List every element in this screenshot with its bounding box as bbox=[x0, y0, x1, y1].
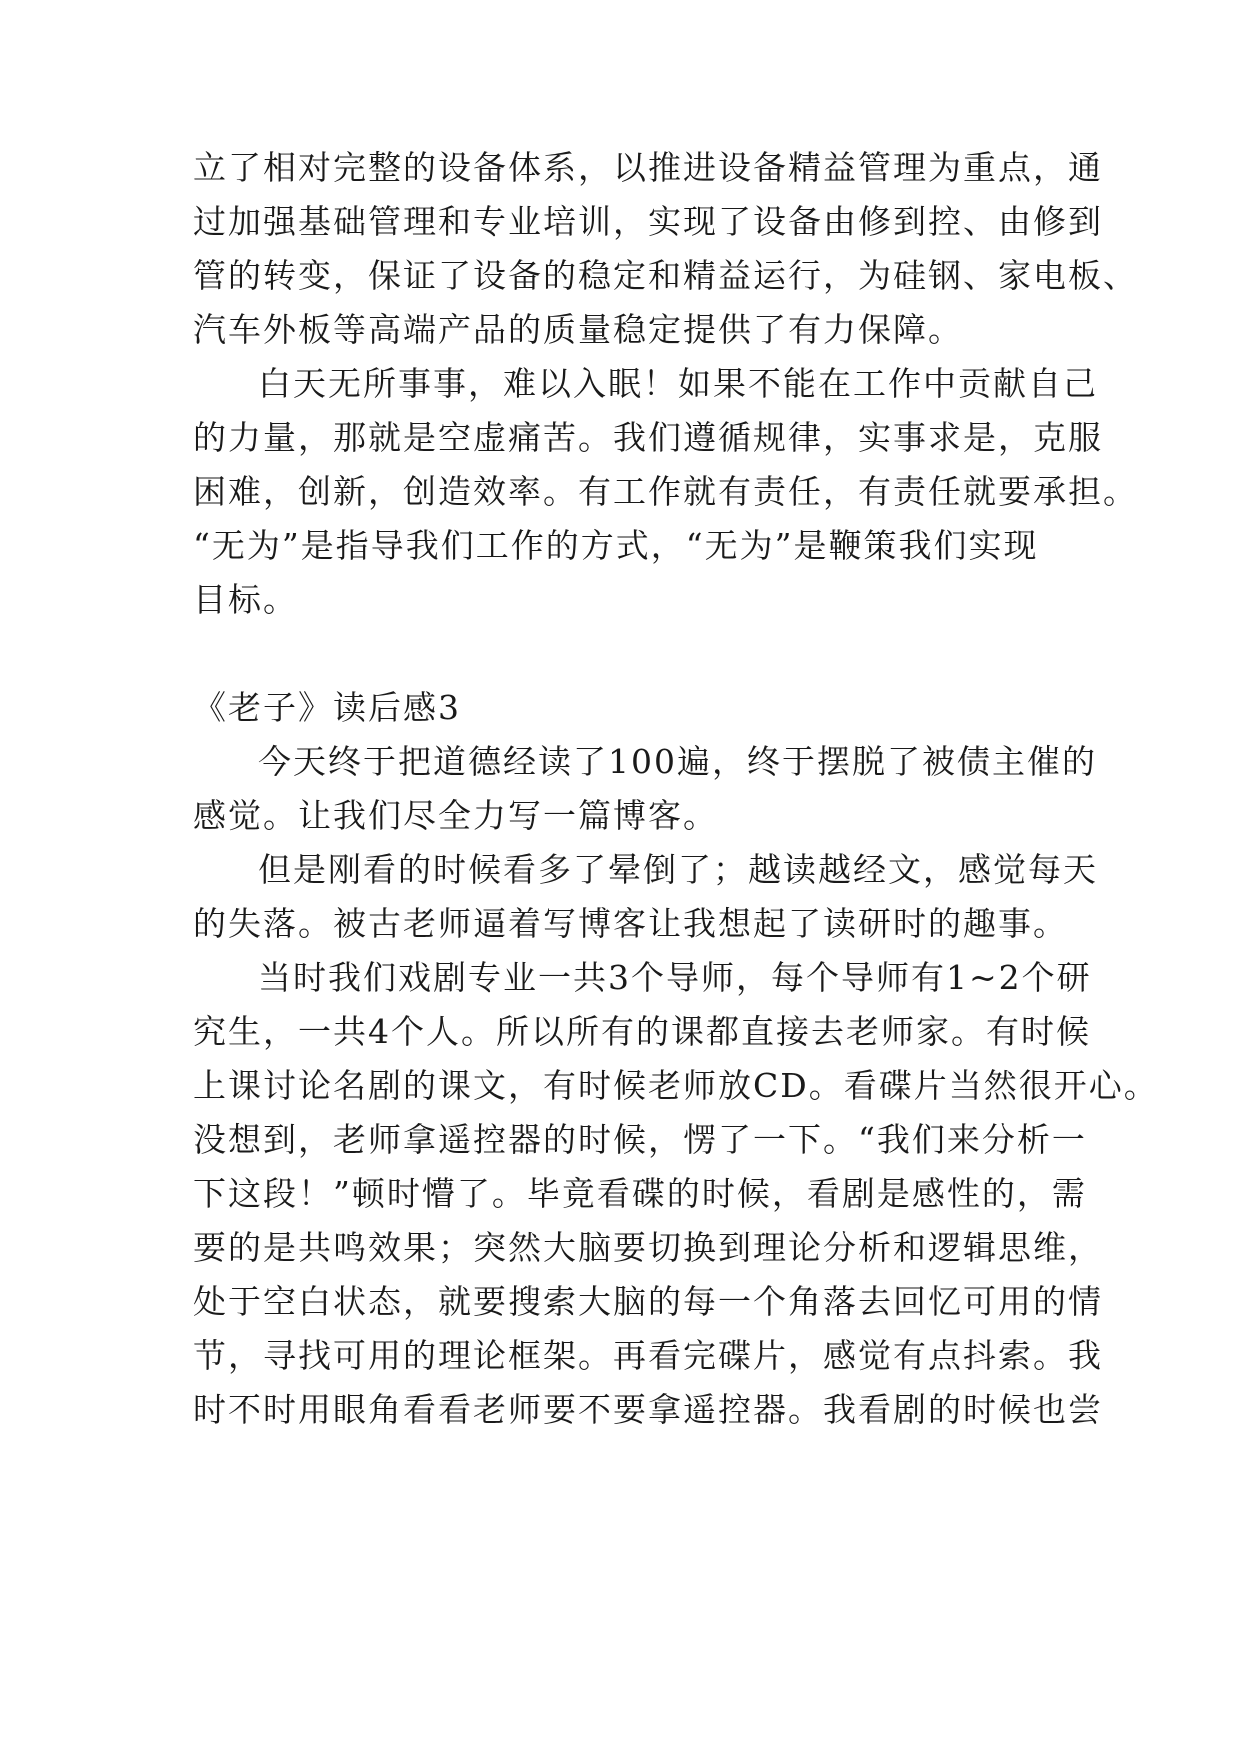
paragraph-line: 立了相对完整的设备体系，以推进设备精益管理为重点，通 bbox=[193, 148, 1103, 187]
paragraph-line: 时不时用眼角看看老师要不要拿遥控器。我看剧的时候也尝 bbox=[193, 1390, 1103, 1429]
paragraph-line: 管的转变，保证了设备的稳定和精益运行，为硅钢、家电板、 bbox=[193, 256, 1138, 295]
paragraph-line: 汽车外板等高端产品的质量稳定提供了有力保障。 bbox=[193, 310, 963, 349]
paragraph-line: 感觉。让我们尽全力写一篇博客。 bbox=[193, 796, 718, 835]
paragraph-line: 但是刚看的时候看多了晕倒了；越读越经文，感觉每天 bbox=[258, 850, 1098, 889]
paragraph-line: 上课讨论名剧的课文，有时候老师放CD。看碟片当然很开心。 bbox=[193, 1066, 1159, 1105]
paragraph-line: 究生，一共4个人。所以所有的课都直接去老师家。有时候 bbox=[193, 1012, 1091, 1051]
paragraph-line: 要的是共鸣效果；突然大脑要切换到理论分析和逻辑思维， bbox=[193, 1228, 1103, 1267]
paragraph-line: 困难，创新，创造效率。有工作就有责任，有责任就要承担。 bbox=[193, 472, 1138, 511]
paragraph-line: 节，寻找可用的理论框架。再看完碟片，感觉有点抖索。我 bbox=[193, 1336, 1103, 1375]
paragraph-line: 处于空白状态，就要搜索大脑的每一个角落去回忆可用的情 bbox=[193, 1282, 1103, 1321]
paragraph-line: 的失落。被古老师逼着写博客让我想起了读研时的趣事。 bbox=[193, 904, 1068, 943]
paragraph-line: “无为”是指导我们工作的方式，“无为”是鞭策我们实现 bbox=[193, 526, 1039, 565]
paragraph-line: 下这段！”顿时懵了。毕竟看碟的时候，看剧是感性的，需 bbox=[193, 1174, 1087, 1213]
paragraph-line: 过加强基础管理和专业培训，实现了设备由修到控、由修到 bbox=[193, 202, 1103, 241]
paragraph-line: 没想到，老师拿遥控器的时候，愣了一下。“我们来分析一 bbox=[193, 1120, 1087, 1159]
paragraph-line: 今天终于把道德经读了100遍，终于摆脱了被债主催的 bbox=[258, 742, 1097, 781]
paragraph-line: 的力量，那就是空虚痛苦。我们遵循规律，实事求是，克服 bbox=[193, 418, 1103, 457]
paragraph-line: 当时我们戏剧专业一共3个导师，每个导师有1~2个研 bbox=[258, 958, 1092, 997]
paragraph-line: 目标。 bbox=[193, 580, 298, 619]
section-heading: 《老子》读后感3 bbox=[193, 688, 461, 727]
paragraph-line: 白天无所事事，难以入眠！如果不能在工作中贡献自己 bbox=[258, 364, 1098, 403]
